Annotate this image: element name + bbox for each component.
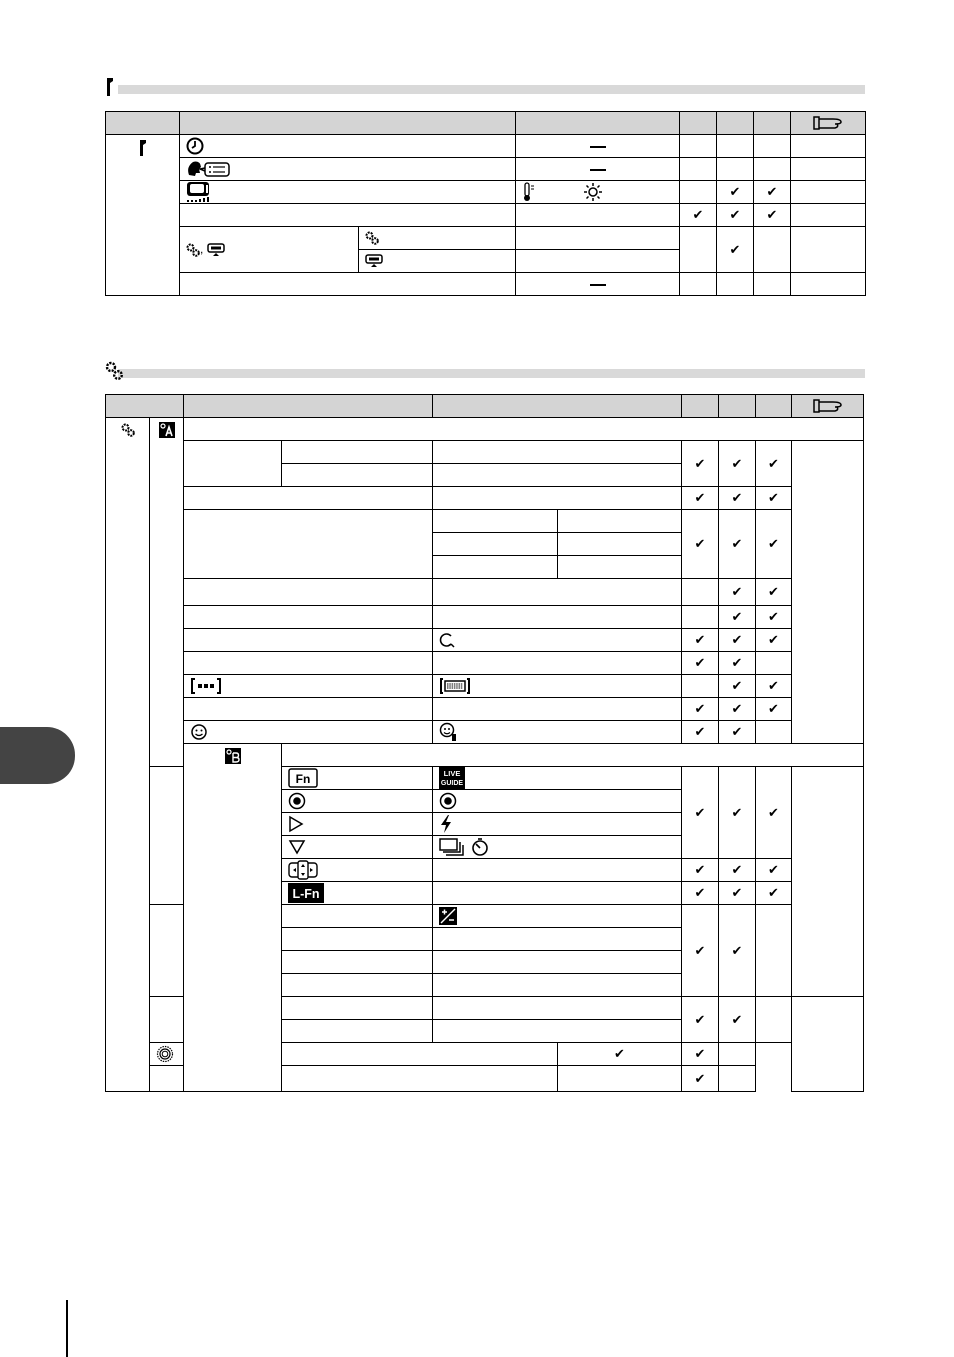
setup-menu-cell	[106, 135, 180, 296]
mode-cell	[682, 698, 719, 721]
dash-mark	[590, 169, 606, 171]
mode-cell	[756, 767, 792, 859]
setting-cell	[180, 204, 516, 227]
mode-cell	[680, 158, 717, 181]
default-cell	[516, 135, 680, 158]
setting-cell	[150, 997, 184, 1043]
check-mark: ✔	[731, 942, 743, 958]
setting-cell	[184, 579, 433, 606]
check-mark: ✔	[768, 678, 779, 693]
monitor-adjust-icon	[186, 181, 212, 203]
mode-cell	[756, 882, 792, 905]
mode-cell	[558, 1043, 682, 1066]
setting-cell	[184, 487, 433, 510]
svg-text:Fn: Fn	[295, 772, 311, 786]
language-setting-cell	[180, 158, 516, 181]
check-mark: ✔	[694, 632, 706, 647]
mode-cell	[754, 181, 791, 204]
default-cell	[433, 579, 682, 606]
mode-cell	[682, 905, 719, 997]
clock-setting-cell	[180, 135, 516, 158]
header-cell	[754, 112, 791, 135]
default-cell	[433, 556, 558, 579]
dial-function-cell	[150, 905, 184, 997]
default-cell	[433, 441, 682, 464]
default-cell	[433, 698, 682, 721]
setting-cell	[184, 510, 433, 579]
ref-cell	[792, 997, 864, 1092]
exposure-compensation-icon	[439, 907, 457, 925]
mode-cell	[717, 204, 754, 227]
custom-a-header-row	[184, 418, 864, 441]
default-cell	[433, 629, 682, 652]
default-cell	[433, 905, 682, 928]
setup-section-header	[104, 76, 865, 98]
default-cell	[433, 510, 558, 533]
check-mark: ✔	[731, 724, 743, 739]
check-mark: ✔	[768, 536, 779, 551]
record-button-cell	[282, 790, 433, 813]
mode-cell	[680, 204, 717, 227]
sub-setting-cell	[282, 997, 433, 1020]
sub-setting-cell	[282, 905, 433, 928]
default-cell	[433, 997, 682, 1020]
check-mark: ✔	[694, 490, 706, 505]
sequential-shooting-icon	[439, 837, 467, 857]
check-mark: ✔	[694, 701, 706, 716]
custom-menu-cell	[106, 418, 150, 1092]
default-cell	[282, 1066, 558, 1092]
check-mark: ✔	[766, 184, 778, 199]
check-mark: ✔	[729, 184, 741, 199]
check-mark: ✔	[768, 455, 779, 471]
section-bar	[118, 369, 865, 378]
check-mark: ✔	[768, 632, 779, 647]
svg-text:LIVE: LIVE	[443, 769, 461, 778]
sub-setting-cell	[282, 441, 433, 464]
header-cell	[791, 112, 866, 135]
af-target-single-icon	[190, 677, 222, 695]
gears-icon	[365, 231, 379, 245]
header-cell	[756, 395, 792, 418]
record-icon	[288, 792, 306, 810]
face-priority-cell	[184, 721, 433, 744]
default-cell	[558, 556, 682, 579]
default-cell	[433, 951, 682, 974]
control-ring-icon	[156, 1045, 174, 1063]
default-cell	[516, 204, 680, 227]
default-cell	[433, 464, 682, 487]
mode-cell	[756, 698, 792, 721]
check-mark: ✔	[694, 536, 706, 551]
check-mark: ✔	[731, 536, 743, 551]
mode-cell	[756, 997, 792, 1043]
check-mark: ✔	[731, 701, 743, 716]
check-mark: ✔	[694, 1070, 706, 1086]
header-cell	[682, 395, 719, 418]
check-mark: ✔	[731, 885, 743, 900]
default-cell	[433, 928, 682, 951]
face-icon	[190, 723, 208, 741]
mode-cell	[680, 135, 717, 158]
check-mark: ✔	[614, 1046, 625, 1061]
thermometer-icon	[522, 182, 536, 202]
header-cell	[792, 395, 864, 418]
mode-cell	[719, 859, 756, 882]
self-timer-icon	[470, 837, 490, 857]
dash-mark	[590, 284, 606, 286]
setting-cell	[184, 698, 433, 721]
setting-cell	[184, 629, 433, 652]
ref-cell	[791, 227, 866, 273]
clock-icon	[186, 137, 204, 155]
sub-setting-cell	[282, 974, 433, 997]
monitor-adjust-cell	[180, 181, 516, 204]
sub-setting-cell	[282, 1020, 433, 1043]
language-icon	[186, 159, 232, 179]
check-mark: ✔	[694, 1011, 706, 1027]
rotate-icon	[439, 631, 455, 649]
check-mark: ✔	[768, 862, 779, 877]
mode-cell	[717, 227, 754, 273]
mode-cell	[719, 606, 756, 629]
fn-button-cell	[282, 767, 433, 790]
header-cell	[106, 112, 180, 135]
custom-a-cell	[150, 418, 184, 767]
default-cell	[516, 227, 680, 250]
setting-cell	[180, 273, 516, 296]
default-cell	[433, 533, 558, 556]
mode-cell	[754, 135, 791, 158]
default-cell	[433, 721, 682, 744]
page-margin-line	[66, 1300, 68, 1357]
mode-cell	[680, 181, 717, 204]
default-cell	[516, 250, 680, 273]
face-eye-priority-icon	[439, 722, 459, 742]
ref-cell	[791, 273, 866, 296]
mode-cell	[719, 675, 756, 698]
af-area-cell	[184, 675, 433, 698]
default-cell	[433, 813, 682, 836]
custom-b-header-row	[282, 744, 864, 767]
mode-cell	[756, 579, 792, 606]
mode-cell	[682, 629, 719, 652]
mode-cell	[719, 767, 756, 859]
ref-cell	[791, 135, 866, 158]
custom-b-cell	[184, 744, 282, 1092]
check-mark: ✔	[694, 885, 706, 900]
sub-setting-cell	[282, 464, 433, 487]
mode-cell	[719, 905, 756, 997]
mode-cell	[756, 487, 792, 510]
default-cell	[558, 533, 682, 556]
mode-cell	[717, 181, 754, 204]
check-mark: ✔	[694, 455, 706, 471]
sub-setting-cell	[282, 928, 433, 951]
mode-cell	[756, 721, 792, 744]
header-cell	[184, 395, 433, 418]
down-arrow-cell	[282, 836, 433, 859]
mode-cell	[756, 629, 792, 652]
default-cell	[558, 510, 682, 533]
sub-setting-cell	[282, 951, 433, 974]
wrench-icon	[138, 139, 148, 157]
setting-cell	[184, 441, 282, 487]
mode-cell	[682, 997, 719, 1043]
default-cell	[516, 181, 680, 204]
default-cell	[433, 836, 682, 859]
mode-cell	[682, 721, 719, 744]
mode-cell	[680, 227, 717, 273]
page-reference-icon	[813, 397, 843, 415]
mode-cell	[719, 997, 756, 1043]
default-cell	[516, 158, 680, 181]
mode-cell	[754, 273, 791, 296]
lfn-button-cell	[282, 882, 433, 905]
check-mark: ✔	[731, 490, 743, 505]
mode-cell	[719, 721, 756, 744]
gears-icon	[121, 423, 135, 437]
fn-button-icon	[288, 768, 318, 788]
check-mark: ✔	[692, 207, 704, 222]
mode-cell	[682, 487, 719, 510]
gears-sub-cell	[359, 227, 516, 250]
setup-table	[105, 111, 866, 296]
remote-sub-cell	[359, 250, 516, 273]
check-mark: ✔	[768, 885, 779, 900]
mode-cell	[682, 441, 719, 487]
sun-icon	[583, 182, 603, 202]
mode-cell	[682, 1043, 719, 1066]
mode-cell	[756, 905, 792, 997]
custom-table	[105, 394, 864, 1092]
ref-cell	[791, 158, 866, 181]
custom-menu-b-icon	[225, 748, 241, 764]
check-mark: ✔	[731, 862, 743, 877]
button-function-cell	[150, 767, 184, 905]
mode-cell	[719, 1043, 756, 1066]
dash-mark	[590, 146, 606, 148]
remote-icon	[207, 243, 225, 257]
control-ring-cell	[150, 1043, 282, 1066]
check-mark: ✔	[694, 724, 706, 739]
ref-cell	[792, 767, 864, 997]
check-mark: ✔	[768, 804, 779, 820]
mode-cell	[682, 767, 719, 859]
af-target-all-icon	[439, 677, 471, 695]
mode-cell	[682, 882, 719, 905]
mode-cell	[719, 579, 756, 606]
right-arrow-cell	[282, 813, 433, 836]
setting-cell	[184, 652, 433, 675]
wrench-icon	[104, 76, 116, 98]
mode-cell	[719, 1066, 756, 1092]
arrow-down-icon	[288, 839, 306, 855]
check-mark: ✔	[731, 455, 743, 471]
mode-cell	[756, 606, 792, 629]
mode-cell	[682, 579, 719, 606]
default-cell	[433, 767, 682, 790]
default-cell	[433, 974, 682, 997]
default-cell	[433, 790, 682, 813]
remote-icon	[365, 254, 383, 268]
mode-cell	[717, 135, 754, 158]
check-mark: ✔	[731, 1011, 743, 1027]
check-mark: ✔	[731, 804, 743, 820]
check-mark: ✔	[766, 207, 778, 222]
mode-cell	[719, 441, 756, 487]
check-mark: ✔	[768, 701, 779, 716]
mode-cell	[756, 859, 792, 882]
header-cell	[719, 395, 756, 418]
check-mark: ✔	[694, 804, 706, 820]
check-mark: ✔	[731, 632, 743, 647]
mode-cell	[719, 510, 756, 579]
default-cell	[433, 1020, 682, 1043]
mode-cell	[717, 158, 754, 181]
check-mark: ✔	[694, 942, 706, 958]
mode-cell	[719, 698, 756, 721]
header-cell	[433, 395, 682, 418]
mode-cell	[756, 441, 792, 487]
mode-cell	[558, 1066, 682, 1092]
svg-text:L-Fn: L-Fn	[292, 887, 320, 901]
mode-cell	[680, 273, 717, 296]
header-cell	[717, 112, 754, 135]
default-cell	[516, 273, 680, 296]
check-mark: ✔	[768, 490, 779, 505]
section-bar	[118, 85, 865, 94]
ref-cell	[791, 181, 866, 204]
mode-cell	[756, 510, 792, 579]
setting-cell	[184, 606, 433, 629]
mode-cell	[756, 675, 792, 698]
default-cell	[433, 882, 682, 905]
mode-cell	[717, 273, 754, 296]
mode-cell	[682, 606, 719, 629]
check-mark: ✔	[731, 584, 743, 599]
lfn-button-icon	[288, 883, 324, 903]
menu-display-cell: ,	[180, 227, 359, 273]
ref-cell	[791, 204, 866, 227]
setting-cell	[150, 1066, 282, 1092]
mode-cell	[682, 675, 719, 698]
header-cell	[680, 112, 717, 135]
arrow-pad-icon	[288, 860, 318, 880]
mode-cell	[719, 882, 756, 905]
check-mark: ✔	[729, 241, 741, 257]
check-mark: ✔	[729, 207, 741, 222]
mode-cell	[682, 510, 719, 579]
page-reference-icon	[813, 114, 843, 132]
check-mark: ✔	[731, 655, 743, 670]
check-mark: ✔	[694, 862, 706, 877]
default-cell	[433, 487, 682, 510]
check-mark: ✔	[694, 655, 706, 670]
check-mark: ✔	[694, 1046, 706, 1061]
mode-cell	[754, 227, 791, 273]
live-guide-icon	[439, 767, 465, 789]
svg-text:GUIDE: GUIDE	[440, 780, 464, 787]
default-cell	[433, 859, 682, 882]
custom-menu-a-icon	[159, 422, 175, 438]
flash-icon	[439, 814, 453, 834]
mode-cell	[682, 1066, 719, 1092]
chapter-tab	[0, 727, 75, 784]
mode-cell	[682, 859, 719, 882]
custom-section-header	[104, 360, 865, 382]
check-mark: ✔	[768, 584, 779, 599]
check-mark: ✔	[731, 678, 743, 693]
arrow-pad-cell	[282, 859, 433, 882]
default-cell	[433, 675, 682, 698]
mode-cell	[719, 487, 756, 510]
gears-icon	[186, 243, 200, 257]
check-mark: ✔	[768, 609, 779, 624]
mode-cell	[719, 629, 756, 652]
mode-cell	[754, 204, 791, 227]
ref-cell	[792, 441, 864, 744]
default-cell	[282, 1043, 558, 1066]
check-mark: ✔	[731, 609, 743, 624]
header-cell	[180, 112, 516, 135]
gears-icon	[104, 360, 124, 382]
record-icon	[439, 792, 457, 810]
default-cell	[433, 652, 682, 675]
mode-cell	[719, 652, 756, 675]
mode-cell	[756, 652, 792, 675]
mode-cell	[754, 158, 791, 181]
mode-cell	[682, 652, 719, 675]
arrow-right-icon	[288, 815, 304, 833]
header-cell	[106, 395, 184, 418]
default-cell	[433, 606, 682, 629]
header-cell	[516, 112, 680, 135]
